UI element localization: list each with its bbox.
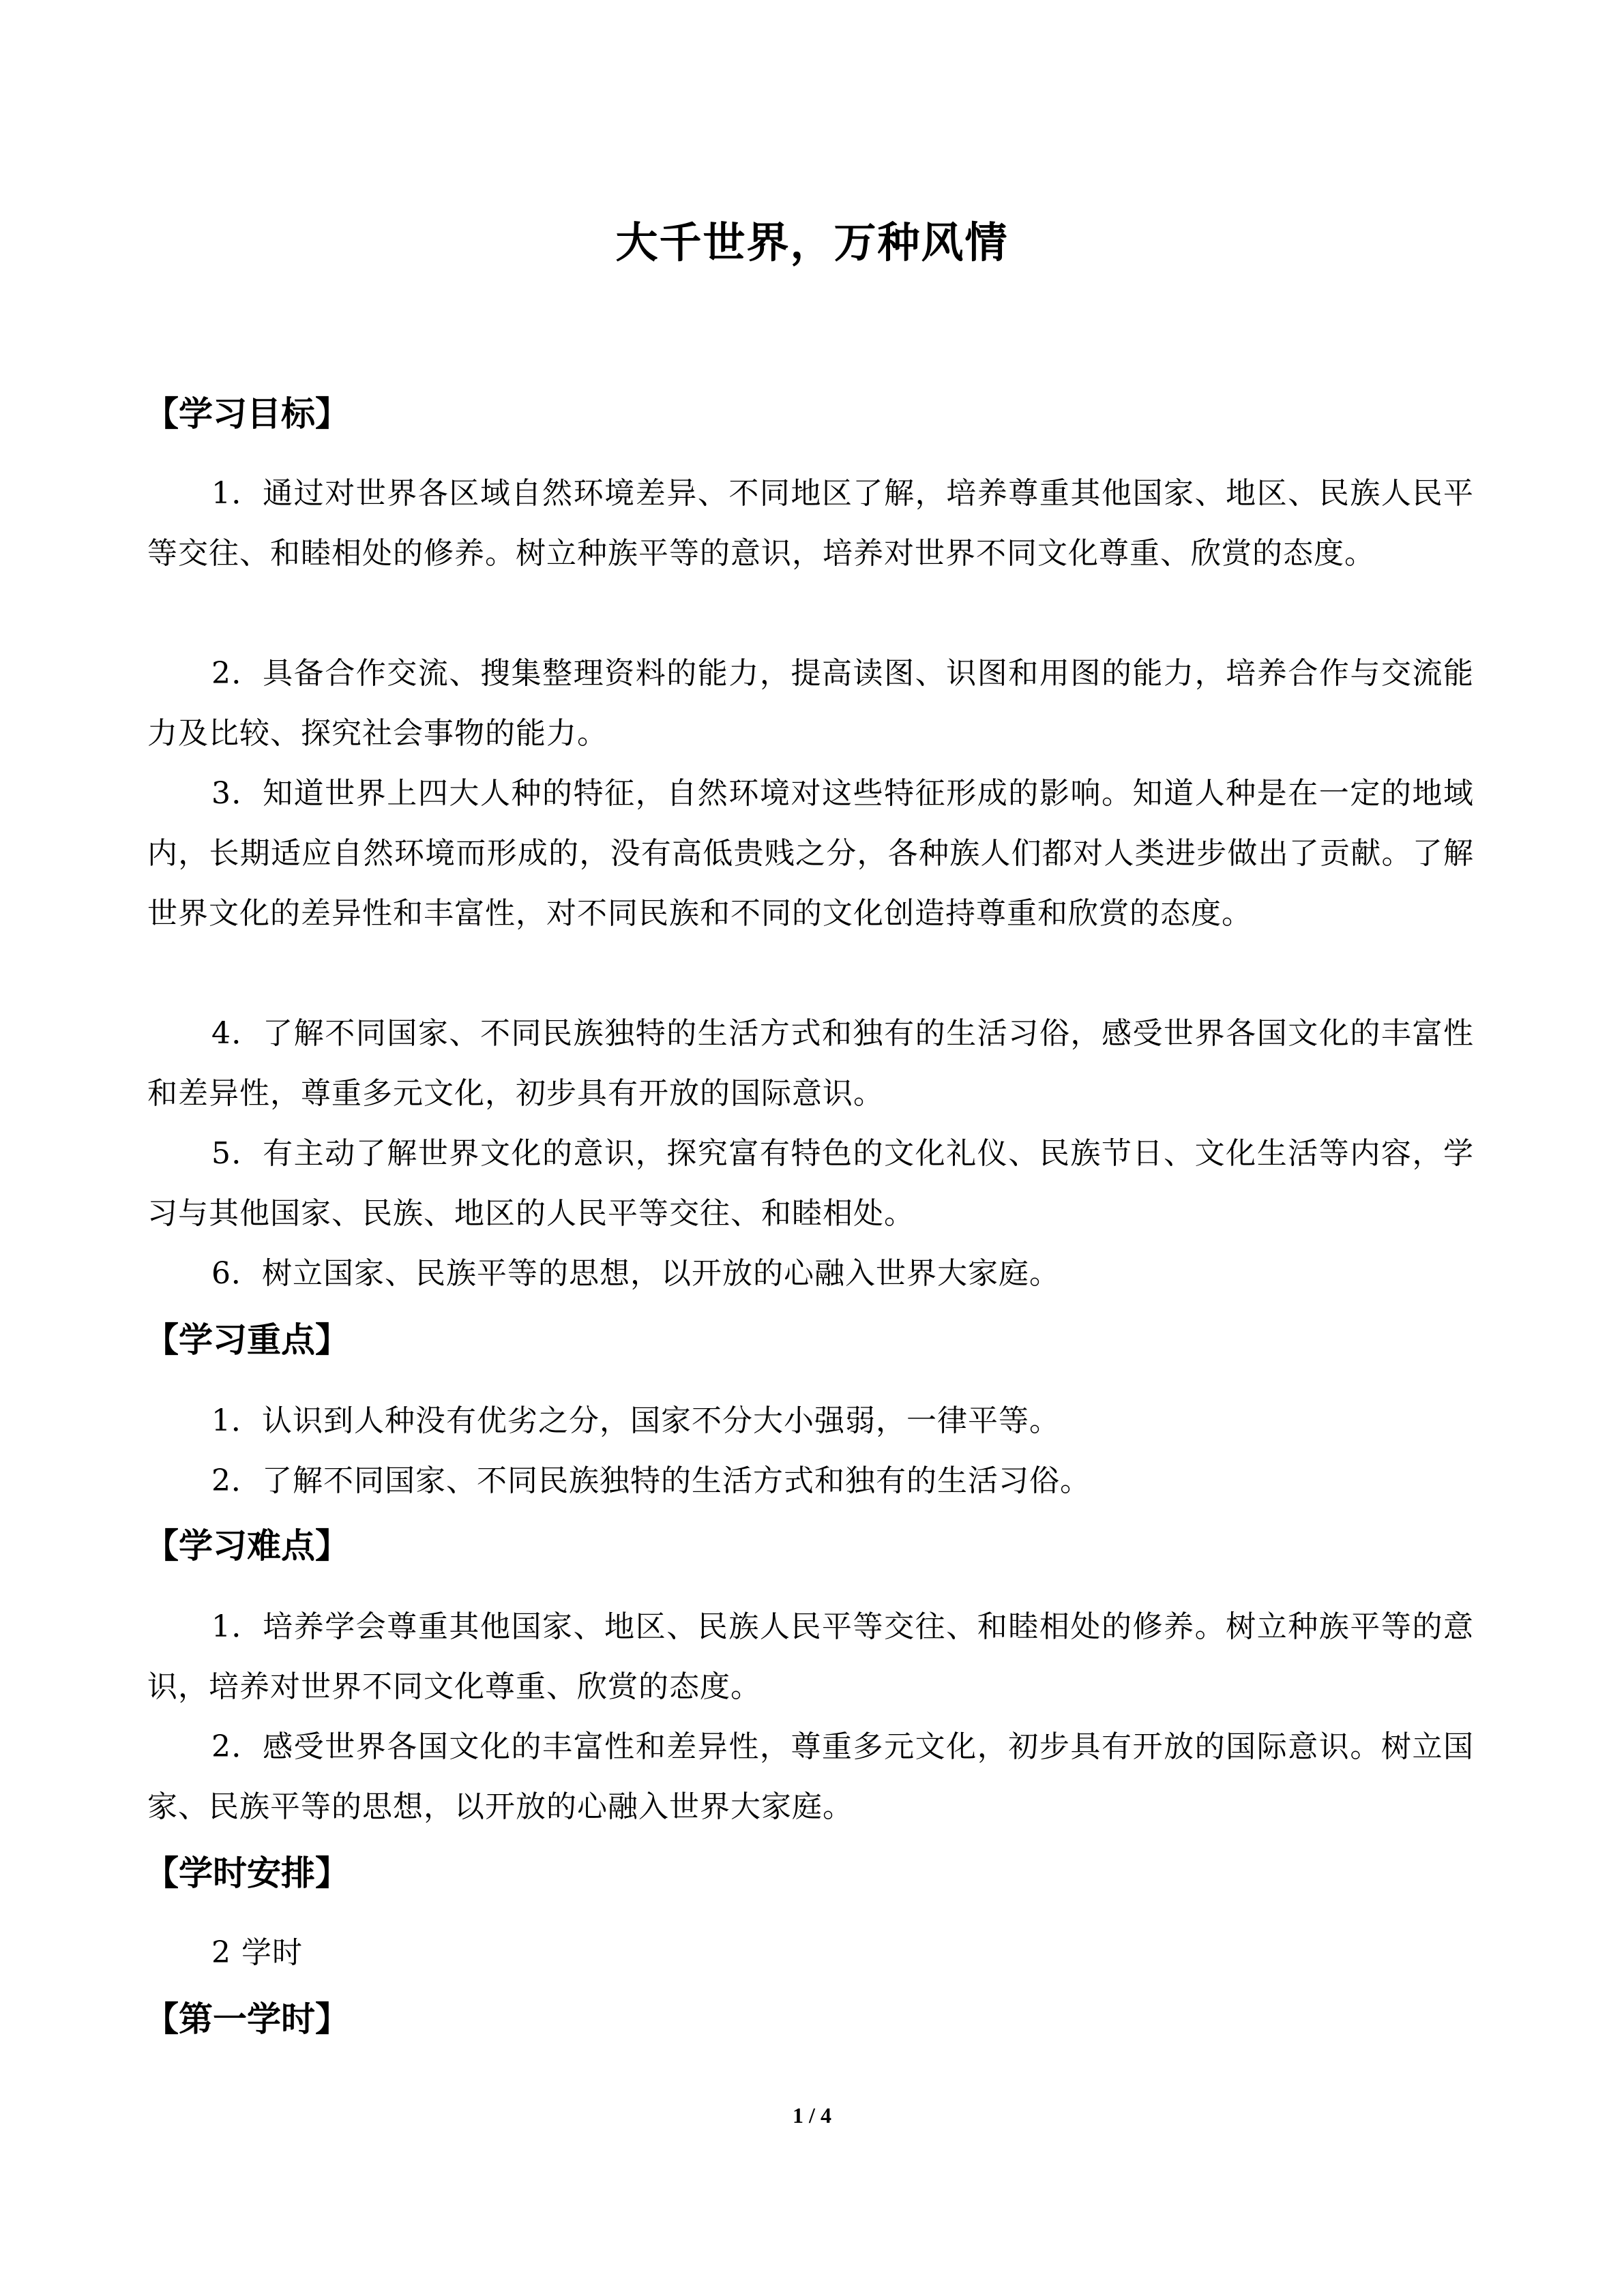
difficulty-item-1: 1．培养学会尊重其他国家、地区、民族人民平等交往、和睦相处的修养。树立种族平等的意识，培养对世界不同文化尊重、欣赏的态度。 <box>147 1609 1474 1704</box>
objective-item-3: 3．知道世界上四大人种的特征，自然环境对这些特征形成的影响。知道人种是在一定的地域内，长期适应自然环境而形成的，没有高低贵贱之分，各种族人们都对人类进步做出了贡献。了解世界文化的差异性和丰富性，对不同民族和不同的文化创造持尊重和欣赏的态度。 <box>147 776 1474 931</box>
first-period-heading: 【第一学时】 <box>145 1999 349 2039</box>
objective-item-1: 1．通过对世界各区域自然环境差异、不同地区了解，培养尊重其他国家、地区、民族人民平等交往、和睦相处的修养。树立种族平等的意识，培养对世界不同文化尊重、欣赏的态度。 <box>147 476 1474 571</box>
objective-item-6: 6．树立国家、民族平等的思想，以开放的心融入世界大家庭。 <box>211 1256 1060 1291</box>
difficulty-item-2: 2．感受世界各国文化的丰富性和差异性，尊重多元文化，初步具有开放的国际意识。树立国家、民族平等的思想，以开放的心融入世界大家庭。 <box>147 1729 1474 1824</box>
page-number: 1 / 4 <box>793 2103 831 2128</box>
difficulties-heading: 【学习难点】 <box>145 1526 349 1566</box>
key-points-heading: 【学习重点】 <box>145 1320 349 1360</box>
document-title: 大千世界，万种风情 <box>615 218 1009 267</box>
objectives-heading: 【学习目标】 <box>145 394 349 434</box>
objective-item-5: 5．有主动了解世界文化的意识，探究富有特色的文化礼仪、民族节日、文化生活等内容，学习与其他国家、民族、地区的人民平等交往、和睦相处。 <box>147 1136 1474 1231</box>
schedule-heading: 【学时安排】 <box>145 1853 349 1893</box>
key-point-item-1: 1．认识到人种没有优劣之分，国家不分大小强弱，一律平等。 <box>211 1403 1060 1438</box>
objective-item-2: 2．具备合作交流、搜集整理资料的能力，提高读图、识图和用图的能力，培养合作与交流能力及比较、探究社会事物的能力。 <box>147 656 1474 751</box>
key-point-item-2: 2．了解不同国家、不同民族独特的生活方式和独有的生活习俗。 <box>211 1463 1091 1498</box>
objective-item-4: 4．了解不同国家、不同民族独特的生活方式和独有的生活习俗，感受世界各国文化的丰富性和差异性，尊重多元文化，初步具有开放的国际意识。 <box>147 1016 1474 1111</box>
schedule-text: 2 学时 <box>211 1935 303 1970</box>
